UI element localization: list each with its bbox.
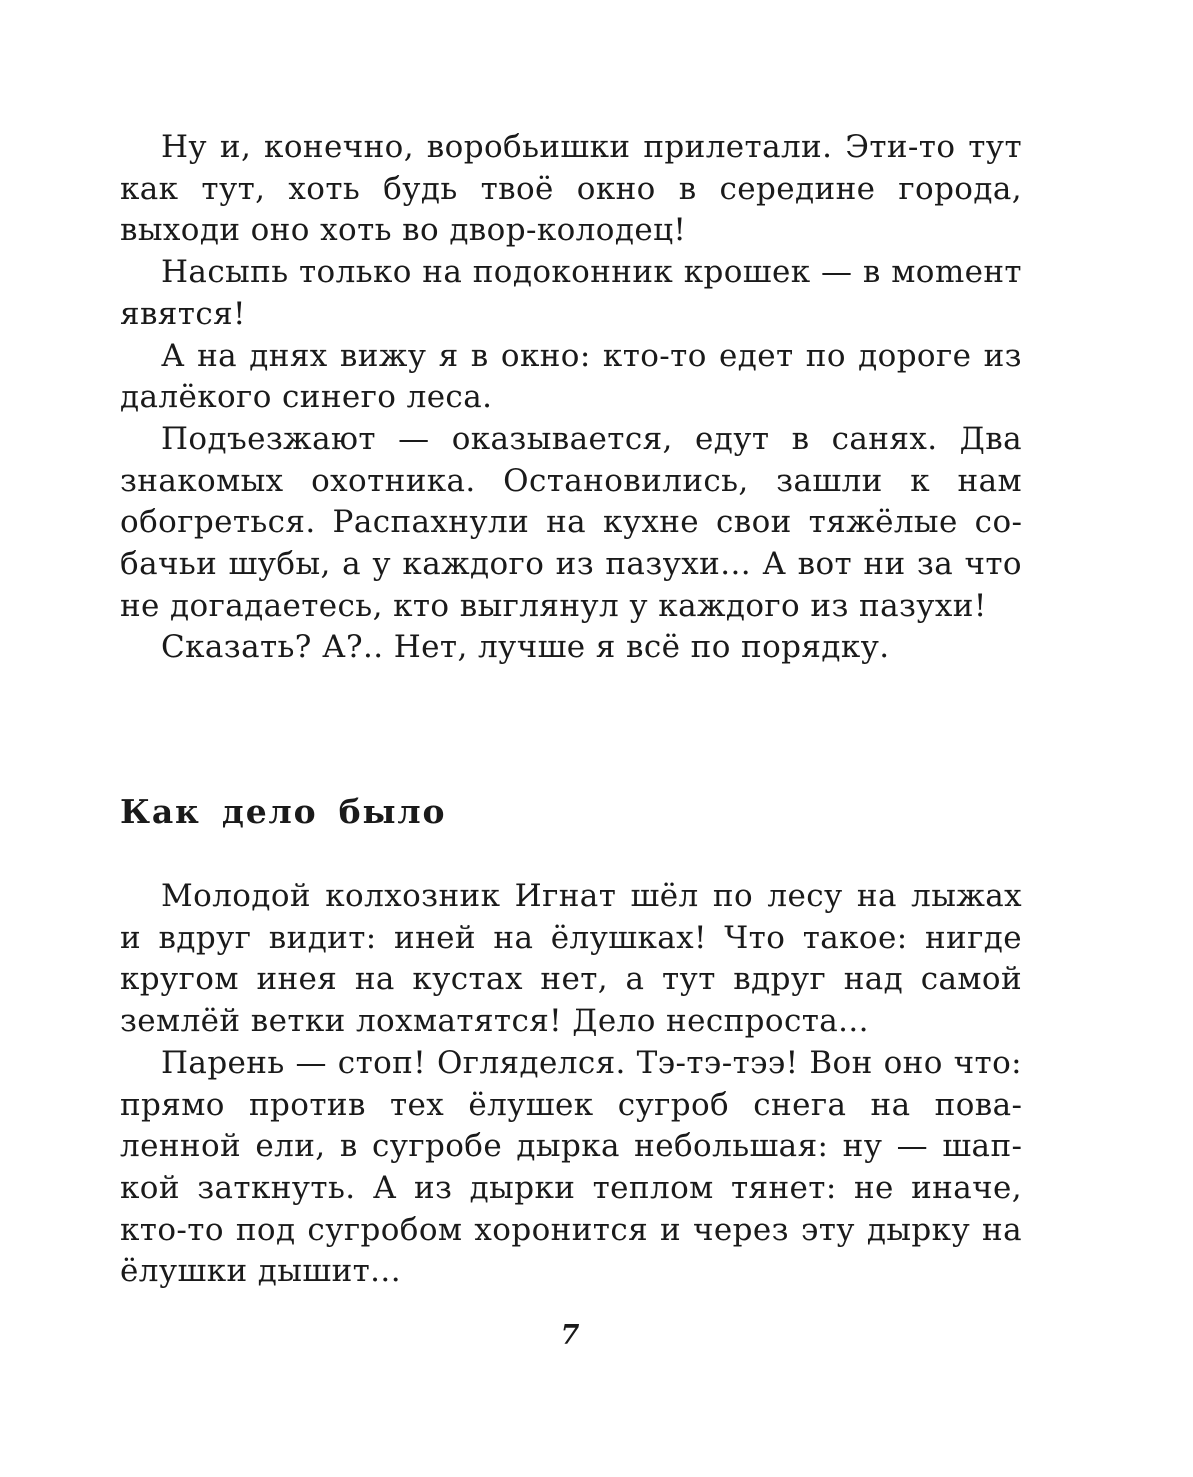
- paragraph: Сказать? А?.. Нет, лучше я всё по порядку.: [161, 629, 890, 666]
- paragraph: А на днях вижу я в окно: кто-то едет по дороге из далёкого синего леса.: [120, 337, 1022, 416]
- section-2-text: [120, 876, 1022, 1293]
- paragraph: Насыпь только на подоконник крошек — в моmент явятся!: [120, 254, 1022, 332]
- section-1-text: [120, 127, 1022, 669]
- paragraph: Молодой колхозник Игнат шёл по лесу на лыжах и вдруг видит: иней на ёлушках! Что такое: нигде кругом инея на кустах нет, а тут вдруг над самой землёй ветки лохматятся! Дело неспроста...: [120, 878, 1022, 1040]
- page-number: 7: [560, 1320, 580, 1351]
- paragraph: Подъезжают — оказывается, едут в санях. Два знакомых охотника. Остановились, зашли к нам обогреться. Распахнули на кухне свои тяжёлые собачьи шубы, а у каждого из пазухи... А вот ни за что не догадаетесь, кто выглянул у каждого из пазухи!: [120, 420, 1022, 624]
- chapter-heading: Как дело было: [120, 792, 447, 831]
- paragraph: Парень — стоп! Огляделся. Тэ-тэ-тээ! Вон оно что: прямо против тех ёлушек сугроб снега на поваленной ели, в сугробе дырка небольшая: ну — шапкой заткнуть. А из дырки теплом тянет: не иначе, кто-то под сугробом хоронится и через эту дырку на ёлушки дышит...: [120, 1044, 1022, 1290]
- paragraph: Ну и, конечно, воробьишки прилетали. Эти-то тут как тут, хоть будь твоё окно в середине города, выходи оно хоть во двор-колодец!: [120, 129, 1022, 249]
